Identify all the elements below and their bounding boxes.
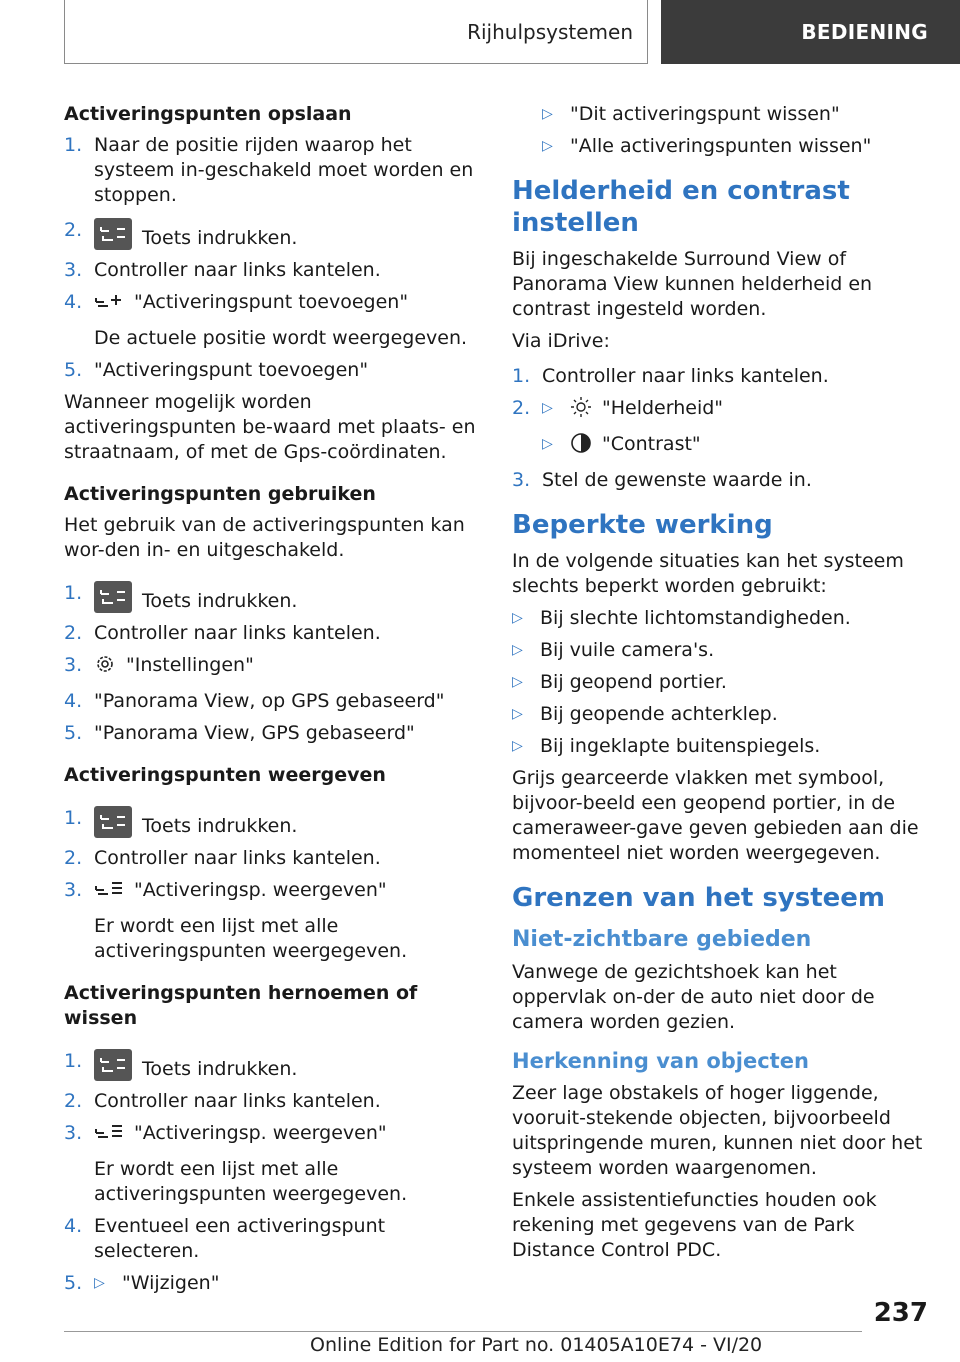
paragraph: Bij ingeschakelde Surround View of Panorama View kunnen helderheid en contrast ingesteld worden. xyxy=(512,248,873,320)
step-number: 3. xyxy=(512,469,531,491)
section-title: Activeringspunten gebruiken xyxy=(64,483,376,505)
list-item xyxy=(64,621,480,646)
right-column xyxy=(512,102,928,1270)
list-item xyxy=(64,358,480,383)
list-points-icon xyxy=(94,880,124,907)
step-text: Eventueel een activeringspunt selecteren. xyxy=(94,1215,386,1262)
list-item xyxy=(64,1049,480,1082)
bullet-text: Bij geopende achterklep. xyxy=(540,703,778,725)
step-text: Toets indrukken. xyxy=(142,590,298,612)
header-chapter-tab xyxy=(661,0,960,64)
list-item xyxy=(512,734,928,759)
triangle-bullet-icon: ▷ xyxy=(512,738,523,754)
list-item xyxy=(64,721,480,746)
step-text: Toets indrukken. xyxy=(142,815,298,837)
bullet-text: Bij ingeklapte buitenspiegels. xyxy=(540,735,821,757)
list-item xyxy=(64,1214,480,1264)
list-item xyxy=(512,102,928,127)
step-text: "Activeringspunt toevoegen" xyxy=(94,359,369,381)
list-item xyxy=(512,134,928,159)
add-point-icon xyxy=(94,292,124,319)
step-text: "Wijzigen" xyxy=(122,1272,220,1294)
step-text: "Panorama View, GPS gebaseerd" xyxy=(94,722,415,744)
step-text: Naar de positie rijden waarop het systeem in-geschakeld moet worden en stoppen. xyxy=(94,134,474,206)
list-points-icon xyxy=(94,1123,124,1150)
step-number: 5. xyxy=(64,722,83,744)
step-text: Controller naar links kantelen. xyxy=(94,1090,381,1112)
step-number: 4. xyxy=(64,690,83,712)
step-number: 1. xyxy=(512,365,531,387)
bullet-text: Bij vuile camera's. xyxy=(540,639,715,661)
step-text: Toets indrukken. xyxy=(142,227,298,249)
heading: Grenzen van het systeem xyxy=(512,883,886,913)
list-item xyxy=(64,806,480,839)
step-number: 4. xyxy=(64,291,83,313)
camera-button-icon xyxy=(94,581,132,613)
paragraph: Via iDrive: xyxy=(512,330,610,352)
footer-edition: Online Edition for Part no. 01405A10E74 - VI/20 xyxy=(310,1334,763,1356)
list-item xyxy=(64,581,480,614)
step-text: Controller naar links kantelen. xyxy=(542,365,829,387)
step-text: "Activeringsp. weergeven" xyxy=(134,879,387,901)
step-number: 5. xyxy=(64,359,83,381)
page-number: 237 xyxy=(873,1298,928,1328)
camera-button-icon xyxy=(94,806,132,838)
step-text: Controller naar links kantelen. xyxy=(94,259,381,281)
list-item xyxy=(512,702,928,727)
step-text: Stel de gewenste waarde in. xyxy=(542,469,812,491)
step-text: "Instellingen" xyxy=(126,654,254,676)
step-number: 4. xyxy=(64,1215,83,1237)
triangle-bullet-icon: ▷ xyxy=(512,642,523,658)
list-item xyxy=(512,670,928,695)
paragraph: Grijs gearceerde vlakken met symbool, bijvoor-beeld een geopend portier, in de cameraweer-gave geven gebieden aan die momenteel niet worden weergegeven. xyxy=(512,767,919,864)
step-number: 5. xyxy=(64,1272,83,1294)
contrast-icon xyxy=(570,432,592,461)
step-number: 2. xyxy=(512,397,531,419)
list-item xyxy=(64,653,480,682)
header-section-tab xyxy=(64,0,648,64)
bullet-text: Bij slechte lichtomstandigheden. xyxy=(540,607,851,629)
list-item xyxy=(512,606,928,631)
heading: Beperkte werking xyxy=(512,510,773,540)
step-number: 2. xyxy=(64,219,83,241)
paragraph: Enkele assistentiefuncties houden ook rekening met gegevens van de Park Distance Control PDC. xyxy=(512,1189,877,1261)
step-number: 3. xyxy=(64,259,83,281)
paragraph: In de volgende situaties kan het systeem slechts beperkt worden gebruikt: xyxy=(512,550,904,597)
step-subtext: Er wordt een lijst met alle activeringspunten weergegeven. xyxy=(94,1158,408,1205)
brightness-icon xyxy=(570,396,592,425)
step-text: Controller naar links kantelen. xyxy=(94,847,381,869)
triangle-bullet-icon: ▷ xyxy=(542,138,553,154)
bullet-text: Bij geopend portier. xyxy=(540,671,727,693)
step-number: 3. xyxy=(64,654,83,676)
step-number: 1. xyxy=(64,807,83,829)
heading: Helderheid en contrast instellen xyxy=(512,176,850,238)
list-item xyxy=(64,218,480,251)
list-item xyxy=(64,1121,480,1207)
triangle-bullet-icon: ▷ xyxy=(512,674,523,690)
gear-icon xyxy=(94,653,116,682)
left-column xyxy=(64,102,480,1303)
step-number: 3. xyxy=(64,879,83,901)
list-item xyxy=(64,258,480,283)
step-number: 1. xyxy=(64,1050,83,1072)
step-number: 2. xyxy=(64,622,83,644)
bullet-text: "Helderheid" xyxy=(602,397,724,419)
paragraph: Wanneer mogelijk worden activeringspunten be-waard met plaats- en straatnaam, of met de Gps-coördinaten. xyxy=(64,391,476,463)
footer-divider xyxy=(64,1331,862,1332)
step-number: 3. xyxy=(64,1122,83,1144)
list-item xyxy=(512,638,928,663)
list-item xyxy=(64,1271,480,1296)
list-item xyxy=(512,396,928,461)
bullet-text: "Dit activeringspunt wissen" xyxy=(570,103,840,125)
step-number: 1. xyxy=(64,134,83,156)
list-item xyxy=(512,364,928,389)
section-title: Activeringspunten weergeven xyxy=(64,764,386,786)
list-item xyxy=(64,1089,480,1114)
triangle-bullet-icon: ▷ xyxy=(512,706,523,722)
triangle-bullet-icon: ▷ xyxy=(94,1275,105,1291)
subheading: Herkenning van objecten xyxy=(512,1049,809,1073)
triangle-bullet-icon: ▷ xyxy=(542,400,553,416)
list-item xyxy=(512,468,928,493)
camera-button-icon xyxy=(94,218,132,250)
step-number: 1. xyxy=(64,582,83,604)
header-chapter-title: BEDIENING xyxy=(801,20,928,44)
list-item xyxy=(64,878,480,964)
step-number: 2. xyxy=(64,847,83,869)
paragraph: Het gebruik van de activeringspunten kan wor-den in- en uitgeschakeld. xyxy=(64,514,465,561)
triangle-bullet-icon: ▷ xyxy=(542,436,553,452)
step-subtext: De actuele positie wordt weergegeven. xyxy=(94,327,468,349)
list-item xyxy=(64,290,480,351)
triangle-bullet-icon: ▷ xyxy=(512,610,523,626)
step-text: "Activeringsp. weergeven" xyxy=(134,1122,387,1144)
step-text: "Activeringspunt toevoegen" xyxy=(134,291,409,313)
step-text: "Panorama View, op GPS gebaseerd" xyxy=(94,690,445,712)
list-item xyxy=(64,846,480,871)
list-item xyxy=(64,689,480,714)
paragraph: Vanwege de gezichtshoek kan het oppervlak on-der de auto niet door de camera worden gezien. xyxy=(512,961,875,1033)
paragraph: Zeer lage obstakels of hoger liggende, vooruit-stekende objecten, bijvoorbeeld uitspringende muren, kunnen niet door het systeem worden waargenomen. xyxy=(512,1082,923,1179)
header-section-title: Rijhulpsystemen xyxy=(467,19,633,44)
triangle-bullet-icon: ▷ xyxy=(542,106,553,122)
section-title: Activeringspunten opslaan xyxy=(64,103,352,125)
step-number: 2. xyxy=(64,1090,83,1112)
subheading: Niet-zichtbare gebieden xyxy=(512,927,812,952)
camera-button-icon xyxy=(94,1049,132,1081)
step-subtext: Er wordt een lijst met alle activeringspunten weergegeven. xyxy=(94,915,408,962)
step-text: Controller naar links kantelen. xyxy=(94,622,381,644)
step-text: Toets indrukken. xyxy=(142,1058,298,1080)
bullet-text: "Contrast" xyxy=(602,433,701,455)
list-item xyxy=(64,133,480,208)
section-title: Activeringspunten hernoemen of wissen xyxy=(64,982,418,1029)
bullet-text: "Alle activeringspunten wissen" xyxy=(570,135,872,157)
